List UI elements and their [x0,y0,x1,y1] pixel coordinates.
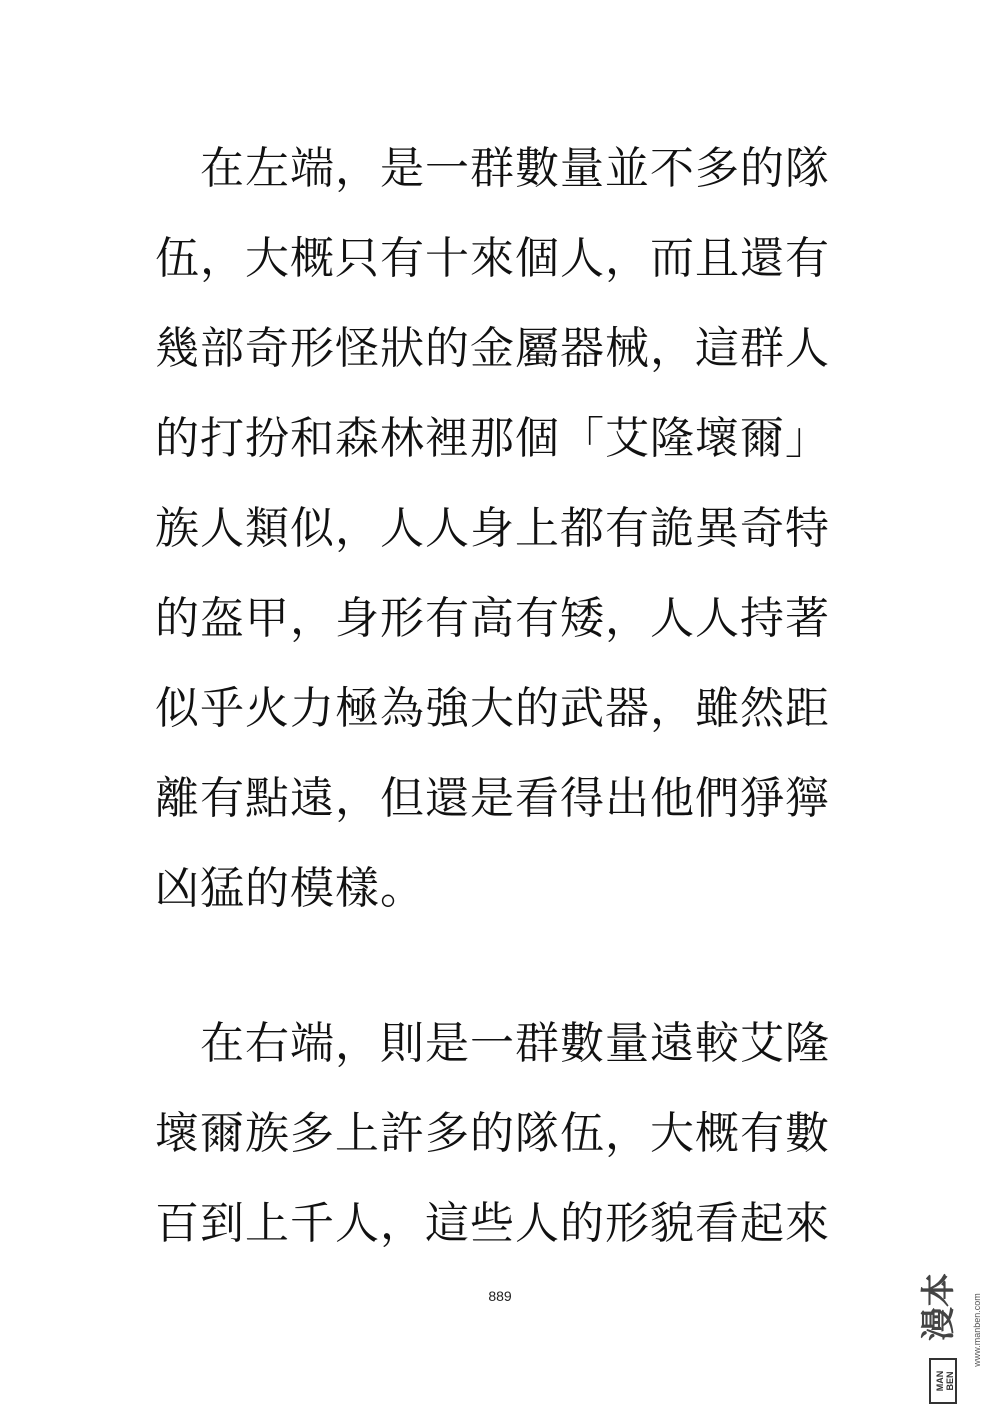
svg-text:漫本: 漫本 [919,1273,959,1341]
text-line: 壞爾族多上許多的隊伍，大概有數 [155,1108,830,1159]
text-line: 伍，大概只有十來個人，而且還有 [155,233,830,284]
svg-text:BEN: BEN [945,1371,955,1391]
text-line: 的打扮和森林裡那個「艾隆壞爾」 [155,413,830,464]
svg-text:MAN: MAN [935,1370,945,1392]
text-line: 凶猛的模樣。 [155,863,425,914]
text-line: 在左端，是一群數量並不多的隊 [155,143,830,194]
text-line: 的盔甲，身形有高有矮，人人持著 [155,593,830,644]
svg-text:www.manben.com: www.manben.com [972,1293,982,1367]
manben-watermark-logo [919,1255,994,1405]
text-line: 幾部奇形怪狀的金屬器械，這群人 [155,323,830,374]
text-line: 族人類似，人人身上都有詭異奇特 [155,503,830,554]
page-number: 889 [488,1288,512,1304]
text-line: 在右端，則是一群數量遠較艾隆 [155,1018,830,1069]
text-line: 離有點遠，但還是看得出他們猙獰 [155,773,830,824]
text-line: 百到上千人，這些人的形貌看起來 [155,1198,830,1249]
text-line: 似乎火力極為強大的武器，雖然距 [155,683,830,734]
